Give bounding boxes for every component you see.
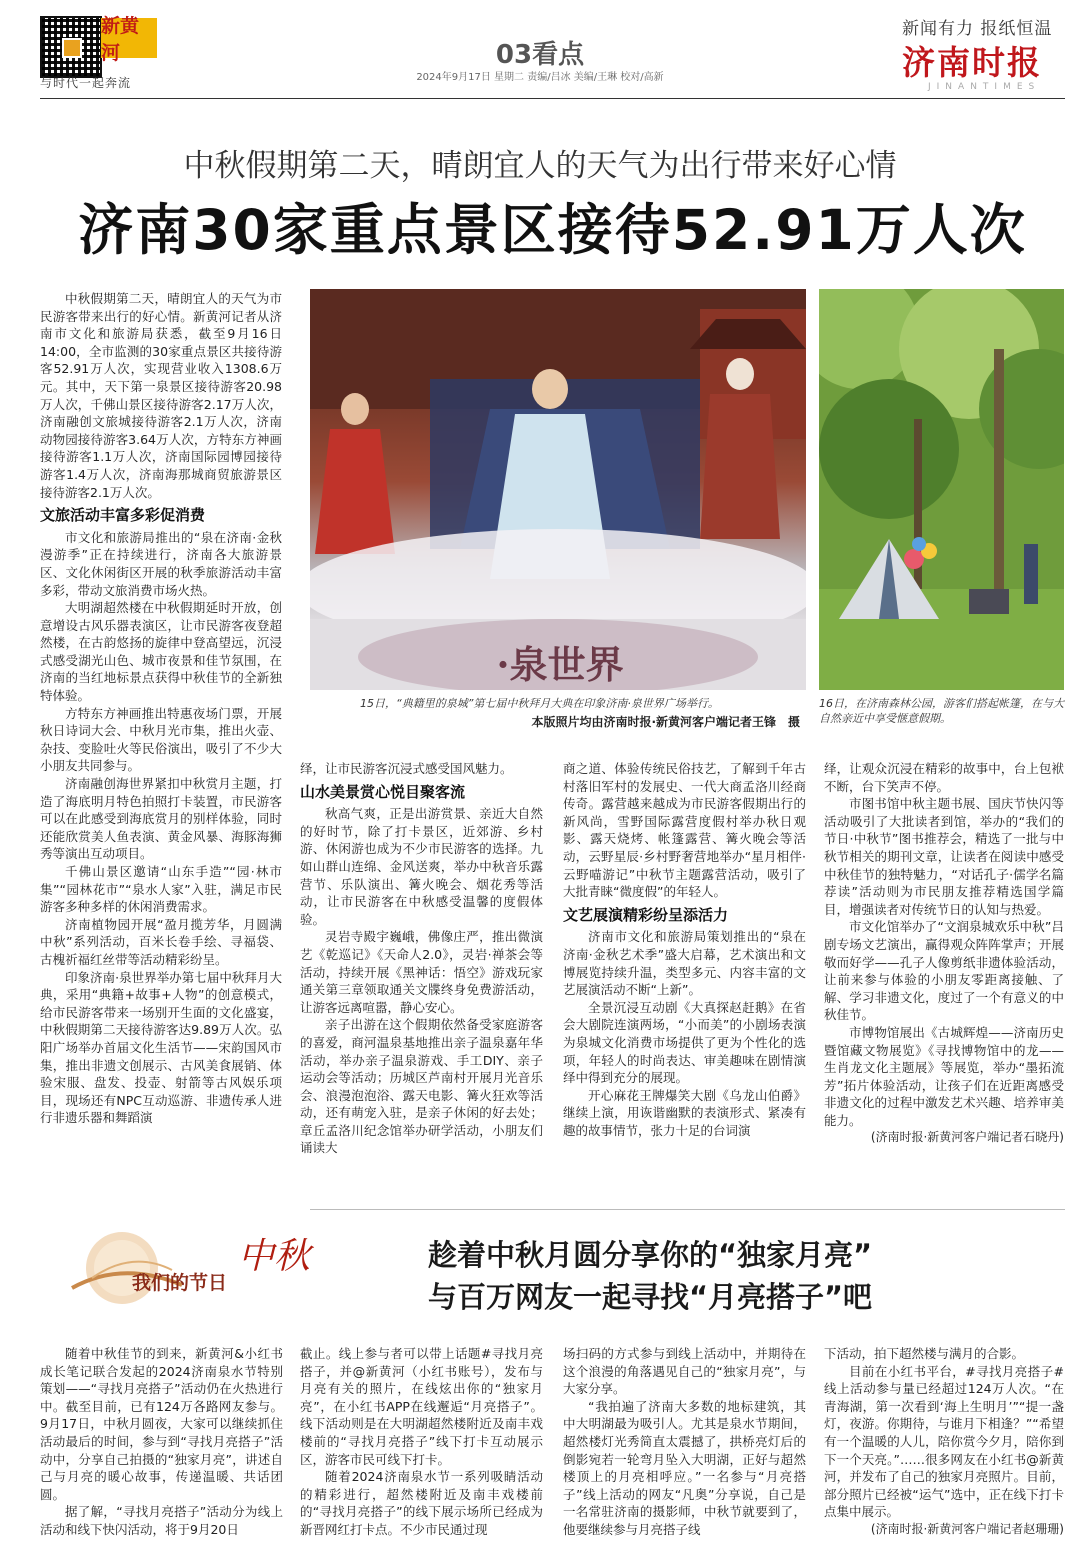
paragraph: 开心麻花王牌爆笑大剧《乌龙山伯爵》继续上演，用诙谐幽默的表演形式、紧凑有趣的故事情节，张力十足的台词演 [563,1087,806,1138]
paragraph: 随着2024济南泉水节一系列吸睛活动的精彩进行，超然楼附近及南丰戏楼前的“寻找月亮搭子”的线下展示场所已经成为新晋网红打卡点。不少市民通过现 [300,1469,543,1537]
paragraph: 据了解，“寻找月亮搭子”活动分为线上活动和线下快闪活动，将于9月20日 [40,1504,283,1537]
paragraph: 大明湖超然楼在中秋假期延时开放，创意增设古风乐器表演区，让市民游客夜登超然楼，在古韵悠扬的旋律中登高望远，沉浸式感受湖光山色、城市夜景和佳节氛围，在济南的当红地标景点获得中秋佳节的全新独特体验。 [40,600,282,704]
brand-slogan: 新闻有力 报纸恒温 [902,19,1053,39]
paragraph: 市图书馆中秋主题书展、国庆节快闪等活动吸引了大批读者到馆，举办的“我们的节日·中秋节”图书推荐会，精选了一批与中秋节相关的期刊文章，让读者在阅读中感受中秋佳节的独特魅力，“对话孔子·儒学名篇荐读”活动则为市民朋友推荐精选国学篇目，增强读者对传统节日的认知与热爱。 [824,796,1064,917]
paragraph: 济南植物园开展“盈月揽芳华，月圆满中秋”系列活动，百米长卷手绘、寻福袋、古槐祈福红丝带等活动精彩纷呈。 [40,916,282,967]
paragraph: 亲子出游在这个假期依然备受家庭游客的喜爱，商河温泉基地推出亲子温泉嘉年华活动，举办亲子温泉游戏、手工DIY、亲子运动会等活动；历城区芦南村开展月光音乐会、浪漫泡泡浴、露天电影、篝火狂欢等活动，还有萌宠入驻，是亲子休闲的好去处；章丘孟洛川纪念馆举办研学活动，小朋友们诵读大 [300,1017,543,1156]
paragraph: 方特东方神画推出特惠夜场门票，开展秋日诗词大会、中秋月光市集，推出火壶、杂技、变脸吐火等民俗演出，吸引了不少大小朋友共同参与。 [40,705,282,774]
section-divider [310,1209,1065,1210]
paragraph: 千佛山景区邀请“山东手造”“园·林市集”“园林花市”“泉水人家”入驻，满足市民游客多种多样的休闲消费需求。 [40,864,282,915]
article2-headline [300,1234,1000,1318]
issue-meta: 2024年9月17日 星期二 责编/吕冰 美编/王琳 校对/高新 [416,72,664,83]
photo2-caption: 16日，在济南森林公园，游客们搭起帐篷，在与大自然亲近中享受惬意假期。 [819,697,1064,725]
paragraph: 随着中秋佳节的到来，新黄河&小红书成长笔记联合发起的2024济南泉水节特别策划——“寻找月亮搭子”活动仍在火热进行中。截至目前，已有124万各路网友参与。9月17日，中秋月圆夜，大家可以继续抓住活动最后的时间，参与到“寻找月亮搭子”活动中，分享自己拍摄的“独家月亮”，讲述自己与月亮的暖心故事，传递温暖、共话团圆。 [40,1346,283,1502]
paragraph: 市博物馆展出《古城辉煌——济南历史暨馆藏文物展览》《寻找博物馆中的龙——生肖龙文化主题展》等展览，举办“墨拓流芳”拓片体验活动，让孩子们在近距离感受非遗文化的过程中激发艺术兴趣、培养审美能力。 [824,1024,1064,1128]
article-subheadline: 中秋假期第二天，晴朗宜人的天气为出行带来好心情 [183,148,897,184]
ceremony-illustration [310,289,806,690]
lead-paragraph: 中秋假期第二天，晴朗宜人的天气为市民游客带来出行的好心情。新黄河记者从济南市文化和旅游局获悉，截至9月16日14:00，全市监测的30家重点景区共接待游客52.91万人次，实现营业收入1308.6万元。其中，天下第一泉景区接待游客20.98万人次，千佛山景区接待游客2.17万人次，济南融创文旅城接待游客2.1万人次，济南动物园接待游客3.64万人次，方特东方神画接待游客1.1万人次，济南国际园博园接待游客1.4万人次，济南海那城商贸旅游景区接待游客2.1万人次。 [40,291,282,500]
headline-line-2: 与百万网友一起寻找“月亮搭子”吧 [427,1280,873,1314]
festival-logo-char: 中秋 [238,1236,311,1277]
photo-forest-park [819,289,1064,690]
article2-credit: (济南时报·新黄河客户端记者赵珊珊) [870,1521,1064,1536]
paragraph: 印象济南·泉世界举办第七届中秋拜月大典，采用“典籍+故事+人物”的创意模式，给市民游客带来一场别开生面的文化盛宴，中秋假期第二天接待游客达9.89万人次。弘阳广场举办首届文化生活节——宋韵国风市集，推出非遗文创展示、古风美食展销、体验宋服、盘发、投壶、射箭等古风娱乐项目，现场还有NPC互动巡游、非遗传承人进行非遗乐器和舞蹈演 [40,969,282,1126]
article2-column-3 [563,1345,806,1550]
paragraph: 绎，让市民游客沉浸式感受国风魅力。 [300,761,513,776]
header-divider [40,98,1065,99]
paragraph: 秋高气爽，正是出游赏景、亲近大自然的好时节，除了打卡景区，近郊游、乡村游、休闲游也成为不少市民游客的选择。九如山群山连绵、金风送爽，举办中秋音乐露营节、乐队演出、篝火晚会、烟花秀等活动，让市民游客在中秋感受温馨的度假体验。 [300,806,543,927]
article2-column-1 [40,1345,283,1550]
stage-sign-text: ·泉世界 [496,642,624,687]
photo-moon-ceremony [310,289,806,690]
section-title: 文旅活动丰富多彩促消费 [40,506,206,525]
paragraph: 灵岩寺殿宇巍峨，佛像庄严，推出微演艺《乾巡记》《天命人2.0》，灵岩·禅茶会等活动，持续开展《黑神话：悟空》游戏玩家通关第三章领取通关文牒终身免费游活动，让游客远离喧嚣，静心安心。 [300,929,543,1015]
slogan-left: 与时代一起奔流 [40,76,132,90]
paragraph: 截止。线上参与者可以带上话题#寻找月亮搭子，并@新黄河（小红书账号），发布与月亮有关的照片，在线炫出你的“独家月亮”，在小红书APP在线邂逅“月亮搭子”。线下活动则是在大明湖超然楼附近及南丰戏楼前的“寻找月亮搭子”线下打卡互动展示区，游客市民可线下打卡。 [300,1346,543,1467]
article-column-1 [40,290,282,1185]
paragraph: 全景沉浸互动剧《大真探赵赶鹅》在省会大剧院连演两场，“小而美”的小剧场表演为泉城文化消费市场提供了更为个性化的选项，年轻人的时尚表达、审美趣味在剧情演绎中得到充分的展现。 [563,999,806,1086]
festival-logo [62,1230,312,1310]
paragraph: 目前在小红书平台，#寻找月亮搭子#线上活动参与量已经超过124万人次。“在青海湖，第一次看到‘海上生明月’”“提一盏灯，夜游。你期待，与谁月下相逢？”“希望有一个温暖的人儿，陪你赏今夕月，陪你到下一个天亮。”……很多网友在小红书@新黄河，并发布了自己的独家月亮照片。目前，部分照片已经被“运气”选中，正在线下打卡点集中展示。 [824,1363,1064,1520]
app-logo: 新黄河 [101,18,157,58]
qr-code [40,16,102,78]
article2-column-2 [300,1345,543,1550]
paragraph: 商之道、体验传统民俗技艺，了解到千年古村落旧军村的发展史、一代大商孟洛川经商传奇。露营越来越成为市民游客假期出行的新风尚，雪野国际露营度假村举办秋日观影、露天烧烤、帐篷露营、篝火晚会等活动，云野星辰·乡村野奢营地举办“星月相伴·云野喵游记”中秋节主题露营活动，吸引了大批青睐“微度假”的年轻人。 [563,761,806,900]
paragraph: “我拍遍了济南大多数的地标建筑，其中大明湖最为吸引人。尤其是泉水节期间，超然楼灯光秀简直太震撼了，拱桥亮灯后的倒影宛若一轮弯月坠入大明湖，正好与超然楼顶上的月亮相呼应。”一名参与“月亮搭子”线上活动的网友“凡奥”分享说，自己是一名常驻济南的摄影师，中秋节就要到了，他要继续参与月亮搭子线 [563,1398,806,1537]
forest-illustration [819,289,1064,690]
article2-column-4 [824,1345,1064,1550]
section-title: 文艺展演精彩纷呈添活力 [563,905,729,924]
article-column-4 [824,760,1064,1185]
article-column-3 [563,760,806,1185]
photo1-caption: 15日，“典籍里的泉城”第七届中秋拜月大典在印象济南·泉世界广场举行。 [360,697,719,710]
headline-line-1: 趁着中秋月圆分享你的“独家月亮” [427,1238,873,1272]
paragraph: 市文化馆举办了“文润泉城欢乐中秋”吕剧专场文艺演出，赢得观众阵阵掌声；开展敬而好学——孔子人像剪纸非遗体验活动，让前来参与体验的小朋友零距离接触、了解、学习非遗文化，度过了一个有意义的中秋佳节。 [824,919,1064,1023]
page-title: 03看点 [495,40,585,70]
paragraph: 济南市文化和旅游局策划推出的“泉在济南·金秋艺术季”盛大启幕，艺术演出和文博展览持续升温，类型多元、内容丰富的文艺展演活动不断“上新”。 [563,929,806,998]
article-headline: 济南30家重点景区接待52.91万人次 [78,198,1027,262]
paragraph: 下活动，拍下超然楼与满月的合影。 [824,1346,1025,1361]
paragraph: 场扫码的方式参与到线上活动中，并期待在这个浪漫的角落遇见自己的“独家月亮”，与大家分享。 [563,1346,806,1397]
paragraph: 绎，让观众沉浸在精彩的故事中，台上包袱不断，台下笑声不停。 [824,761,1064,794]
section-title: 山水美景赏心悦目聚客流 [300,782,466,801]
masthead-romanized: JINANTIMES [928,82,1041,92]
paragraph: 济南融创海世界紧扣中秋赏月主题，打造了海底明月特色拍照打卡装置，市民游客可以在此感受到海底赏月的别样体验，同时还能欣赏美人鱼表演、黄金风暴、海豚海狮秀等演出互动项目。 [40,776,282,862]
article-column-2 [300,760,543,1185]
newspaper-masthead: 济南时报 [902,43,1042,82]
festival-logo-text: 我们的节日 [132,1272,228,1294]
article-credit: (济南时报·新黄河客户端记者石晓丹) [870,1130,1064,1145]
paragraph: 市文化和旅游局推出的“泉在济南·金秋漫游季”正在持续进行，济南各大旅游景区、文化休闲街区开展的秋季旅游活动丰富多彩，带动文旅消费市场火热。 [40,529,282,598]
photo-credit: 本版照片均由济南时报·新黄河客户端记者王锋 摄 [531,715,800,729]
